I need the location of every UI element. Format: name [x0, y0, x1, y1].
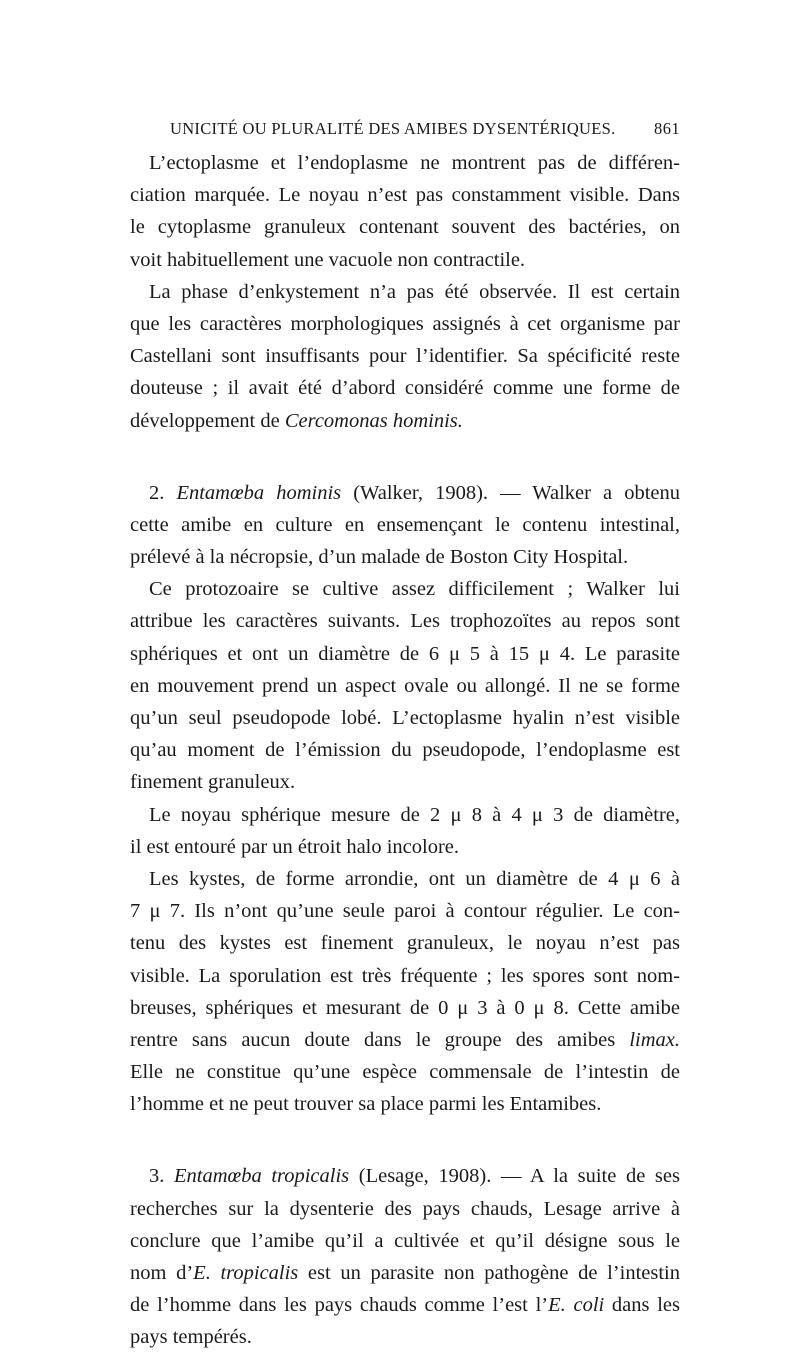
- species-name: limax.: [629, 1028, 680, 1051]
- text-line: visible. La sporulation est très fréquente ; les spores sont nom-: [130, 964, 680, 987]
- running-title: UNICITÉ OU PLURALITÉ DES AMIBES DYSENTÉRIQUES.: [170, 119, 616, 138]
- text-line: finement granuleux.: [130, 771, 296, 794]
- text-line: voit habituellement une vacuole non contractile.: [130, 248, 526, 271]
- text-fragment: de l’homme dans les pays chauds comme l’est l’: [130, 1294, 549, 1317]
- species-name: Entamœba tropicalis: [174, 1165, 350, 1188]
- section-heading-line: [130, 1160, 680, 1192]
- text-line: en mouvement prend un aspect ovale ou allongé. Il ne se forme: [130, 674, 680, 697]
- text-line: pays tempérés.: [130, 1326, 252, 1349]
- text-fragment: nom d’: [130, 1262, 194, 1284]
- text-line: L’ectoplasme et l’endoplasme ne montrent pas de différen-: [149, 152, 680, 174]
- text-fragment: est un parasite non pathogène de l’intestin: [298, 1262, 680, 1284]
- text-line: Ce protozoaire se cultive assez difficilement ; Walker lui: [149, 578, 680, 601]
- text-line: douteuse ; il avait été d’abord considéré comme une forme de: [130, 377, 680, 400]
- text-fragment: rentre sans aucun doute dans le groupe des amibes: [130, 1028, 630, 1051]
- text-line: le cytoplasme granuleux contenant souvent des bactéries, on: [130, 216, 680, 239]
- text-line: [130, 1024, 680, 1056]
- text-fragment: (Lesage, 1908). — A la suite de ses: [349, 1165, 680, 1188]
- text-line: Le noyau sphérique mesure de 2 μ 8 à 4 μ 3 de diamètre,: [149, 803, 680, 826]
- text-line: ciation marquée. Le noyau n’est pas constamment visible. Dans: [130, 184, 680, 207]
- page-number: 861: [654, 119, 680, 138]
- text-line: conclure que l’amibe qu’il a cultivée et qu’il désigne sous le: [130, 1229, 680, 1252]
- species-name: E. coli: [548, 1294, 605, 1317]
- text-line: [130, 1257, 680, 1289]
- text-line: 7 μ 7. Ils n’ont qu’une seule paroi à contour régulier. Le con-: [130, 900, 680, 923]
- text-line: qu’un seul pseudopode lobé. L’ectoplasme hyalin n’est visible: [130, 707, 680, 729]
- species-name: Cercomonas hominis.: [284, 409, 463, 432]
- text-line: [130, 405, 680, 437]
- section-number: 2.: [149, 481, 177, 504]
- text-line: breuses, sphériques et mesurant de 0 μ 3 à 0 μ 8. Cette amibe: [130, 996, 680, 1019]
- text-line: sphériques et ont un diamètre de 6 μ 5 à 15 μ 4. Le parasite: [130, 642, 680, 665]
- text-line: l’homme et ne peut trouver sa place parmi les Entamibes.: [130, 1093, 602, 1116]
- species-name: Entamœba hominis: [176, 481, 342, 504]
- text-fragment: (Walker, 1908). — Walker a obtenu: [341, 481, 680, 504]
- section-gap: [130, 1120, 680, 1160]
- section-heading-line: [130, 477, 680, 509]
- text-line: que les caractères morphologiques assignés à cet organisme par: [130, 312, 680, 335]
- text-line: qu’au moment de l’émission du pseudopode, l’endoplasme est: [130, 739, 680, 762]
- species-name: E. tropicalis: [193, 1262, 299, 1284]
- text-line: Castellani sont insuffisants pour l’identifier. Sa spécificité reste: [130, 345, 680, 368]
- text-line: Elle ne constitue qu’une espèce commensale de l’intestin de: [130, 1061, 680, 1084]
- text-line: Les kystes, de forme arrondie, ont un diamètre de 4 μ 6 à: [149, 867, 680, 890]
- text-line: prélevé à la nécropsie, d’un malade de Boston City Hospital.: [130, 546, 629, 569]
- text-line: recherches sur la dysenterie des pays chauds, Lesage arrive à: [130, 1197, 680, 1220]
- section-gap: [130, 437, 680, 477]
- text-line: [130, 1289, 680, 1321]
- text-line: cette amibe en culture en ensemençant le contenu intestinal,: [130, 513, 680, 536]
- text-fragment: développement de: [130, 409, 285, 432]
- text-fragment: dans les: [604, 1294, 680, 1317]
- text-line: tenu des kystes est finement granuleux, le noyau n’est pas: [130, 932, 680, 955]
- text-line: il est entouré par un étroit halo incolore.: [130, 835, 460, 858]
- text-line: La phase d’enkystement n’a pas été observée. Il est certain: [149, 280, 680, 303]
- running-header: [170, 119, 680, 139]
- body-text: [130, 147, 680, 1354]
- text-line: attribue les caractères suivants. Les trophozoïtes au repos sont: [130, 610, 680, 633]
- section-number: 3.: [149, 1165, 174, 1188]
